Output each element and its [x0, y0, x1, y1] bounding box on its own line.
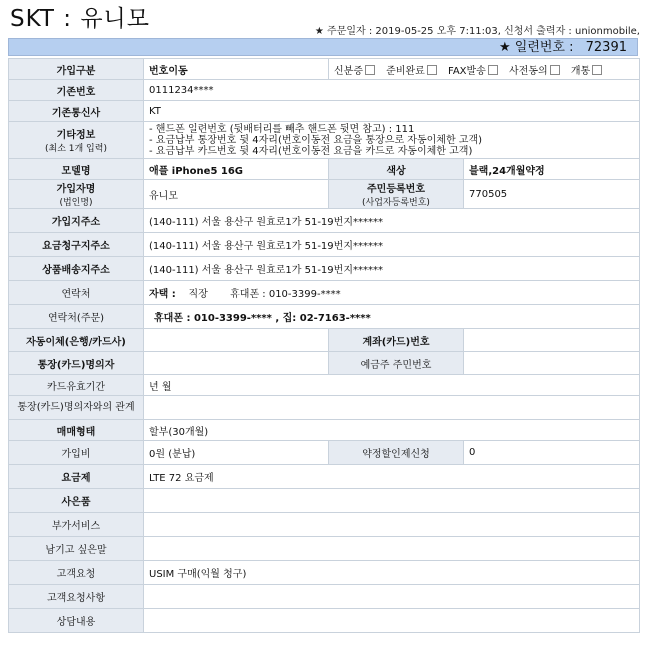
- row-subscriber: [9, 180, 640, 209]
- row-contact: [9, 281, 640, 305]
- color-value: 블랙,24개월약정: [464, 159, 640, 180]
- card-expiry-value: 년 월: [144, 375, 640, 396]
- existing-number-label: 기존번호: [9, 80, 144, 101]
- checkbox-open[interactable]: [592, 65, 602, 75]
- subscriber-sub: (법인명): [59, 198, 93, 208]
- row-consult: [9, 609, 640, 633]
- row-contact-order: [9, 305, 640, 329]
- row-bill-address: [9, 233, 640, 257]
- discount-value: 0: [464, 441, 640, 465]
- sale-type-value: 할부(30개월): [144, 420, 640, 441]
- order-info: ★ 주문일자 : 2019-05-25 오후 7:11:03, 신청서 출력자 : unionmobile,: [314, 26, 640, 37]
- row-other-info: [9, 122, 640, 159]
- other-info-notes: [144, 122, 640, 159]
- contact-mobile: 휴대폰 : 010-3399-****: [230, 289, 341, 300]
- row-model: [9, 159, 640, 180]
- other-info-title: 기타정보: [56, 130, 96, 141]
- bill-address-value: (140-111) 서울 용산구 원효로1가 51-19번지******: [144, 233, 640, 257]
- row-home-address: [9, 209, 640, 233]
- owner-relation-label: 통장(카드)명의자와의 관계: [9, 396, 144, 420]
- model-value: 애플 iPhone5 16G: [144, 159, 329, 180]
- row-message: [9, 537, 640, 561]
- serial-label: ★ 일련번호 :: [498, 40, 574, 55]
- contact-order-label: 연락처(주문): [9, 305, 144, 329]
- resident-id-sub: (사업자등록번호): [362, 198, 430, 208]
- account-owner-label: 통장(카드)명의자: [9, 352, 144, 375]
- join-fee-value: 0원 (분납): [144, 441, 329, 465]
- join-fee-label: 가입비: [9, 441, 144, 465]
- row-existing-number: [9, 80, 640, 101]
- check-label-fax: FAX발송: [448, 65, 486, 77]
- owner-relation-value: [144, 396, 640, 420]
- plan-label: 요금제: [9, 465, 144, 489]
- auto-transfer-label: 자동이체(은행/카드사): [9, 329, 144, 352]
- contact-work: 직장: [188, 289, 208, 300]
- customer-request-value: USIM 구매(익월 청구): [144, 561, 640, 585]
- serial-value: 72391: [585, 40, 627, 55]
- join-type-label: 가입구분: [9, 59, 144, 80]
- row-sale-type: [9, 420, 640, 441]
- home-address-value: (140-111) 서울 용산구 원효로1가 51-19번지******: [144, 209, 640, 233]
- resident-id-title: 주민등록번호: [367, 184, 425, 195]
- contact-value: [144, 281, 640, 305]
- check-label-ready: 준비완료: [386, 65, 425, 77]
- customer-note-value: [144, 585, 640, 609]
- owner-ssn-value: [464, 352, 640, 375]
- join-type-value: 번호이동: [144, 59, 329, 80]
- owner-ssn-label: 예금주 주민번호: [329, 352, 464, 375]
- row-addon: [9, 513, 640, 537]
- account-owner-value: [144, 352, 329, 375]
- resident-id-label: [329, 180, 464, 209]
- subscriber-value: 유니모: [144, 180, 329, 209]
- account-number-value: [464, 329, 640, 352]
- subscriber-title: 가입자명: [56, 184, 96, 195]
- sale-type-label: 매매형태: [9, 420, 144, 441]
- plan-value: LTE 72 요금제: [144, 465, 640, 489]
- gift-label: 사은품: [9, 489, 144, 513]
- row-existing-carrier: [9, 101, 640, 122]
- gift-value: [144, 489, 640, 513]
- customer-note-label: 고객요청사항: [9, 585, 144, 609]
- account-number-label: 계좌(카드)번호: [329, 329, 464, 352]
- existing-carrier-label: 기존통신사: [9, 101, 144, 122]
- serial-number-bar: [8, 38, 638, 56]
- note-line: - 요금납부 통장번호 뒷 4자리(번호이동전 요금을 통장으로 자동이체한 고객): [149, 134, 483, 146]
- auto-transfer-value: [144, 329, 329, 352]
- subscriber-label: [9, 180, 144, 209]
- checkbox-ready[interactable]: [427, 65, 437, 75]
- discount-label: 약정할인제신청: [329, 441, 464, 465]
- bill-address-label: 요금청구지주소: [9, 233, 144, 257]
- addon-label: 부가서비스: [9, 513, 144, 537]
- contact-label: 연락처: [9, 281, 144, 305]
- application-form: [8, 58, 640, 633]
- checkbox-id[interactable]: [365, 65, 375, 75]
- check-label-open: 개통: [570, 65, 591, 77]
- card-expiry-label: 카드유효기간: [9, 375, 144, 396]
- check-label-consent: 사전동의: [509, 65, 548, 77]
- row-join-fee: [9, 441, 640, 465]
- row-auto-transfer: [9, 329, 640, 352]
- check-label-id: 신분증: [334, 65, 363, 77]
- model-label: 모델명: [9, 159, 144, 180]
- home-address-label: 가입지주소: [9, 209, 144, 233]
- row-customer-request: [9, 561, 640, 585]
- consult-value: [144, 609, 640, 633]
- checkbox-consent[interactable]: [550, 65, 560, 75]
- color-label: 색상: [329, 159, 464, 180]
- customer-request-label: 고객요청: [9, 561, 144, 585]
- contact-kind: 자택 :: [149, 289, 176, 300]
- message-value: [144, 537, 640, 561]
- status-checks: [329, 59, 640, 80]
- note-line: - 요금납부 카드번호 뒷 4자리(번호이동전 요금을 카드로 자동이체한 고객): [149, 145, 473, 157]
- checkbox-fax[interactable]: [488, 65, 498, 75]
- note-line: - 핸드폰 일련번호 (뒷배터리를 빼추 핸드폰 뒷면 참고) : 111: [149, 123, 415, 135]
- row-ship-address: [9, 257, 640, 281]
- ship-address-value: (140-111) 서울 용산구 원효로1가 51-19번지******: [144, 257, 640, 281]
- other-info-label: [9, 122, 144, 159]
- ship-address-label: 상품배송지주소: [9, 257, 144, 281]
- row-account-owner: [9, 352, 640, 375]
- row-card-expiry: [9, 375, 640, 396]
- resident-id-value: 770505: [464, 180, 640, 209]
- consult-label: 상담내용: [9, 609, 144, 633]
- message-label: 남기고 싶은말: [9, 537, 144, 561]
- other-info-sub: (최소 1개 입력): [45, 144, 107, 154]
- page-title: SKT : 유니모: [10, 6, 150, 32]
- existing-number-value: 0111234****: [144, 80, 640, 101]
- row-join-type: [9, 59, 640, 80]
- addon-value: [144, 513, 640, 537]
- contact-order-value: 휴대폰 : 010-3399-**** , 집: 02-7163-****: [144, 305, 640, 329]
- row-owner-relation: [9, 396, 640, 420]
- row-plan: [9, 465, 640, 489]
- row-gift: [9, 489, 640, 513]
- row-customer-note: [9, 585, 640, 609]
- existing-carrier-value: KT: [144, 101, 640, 122]
